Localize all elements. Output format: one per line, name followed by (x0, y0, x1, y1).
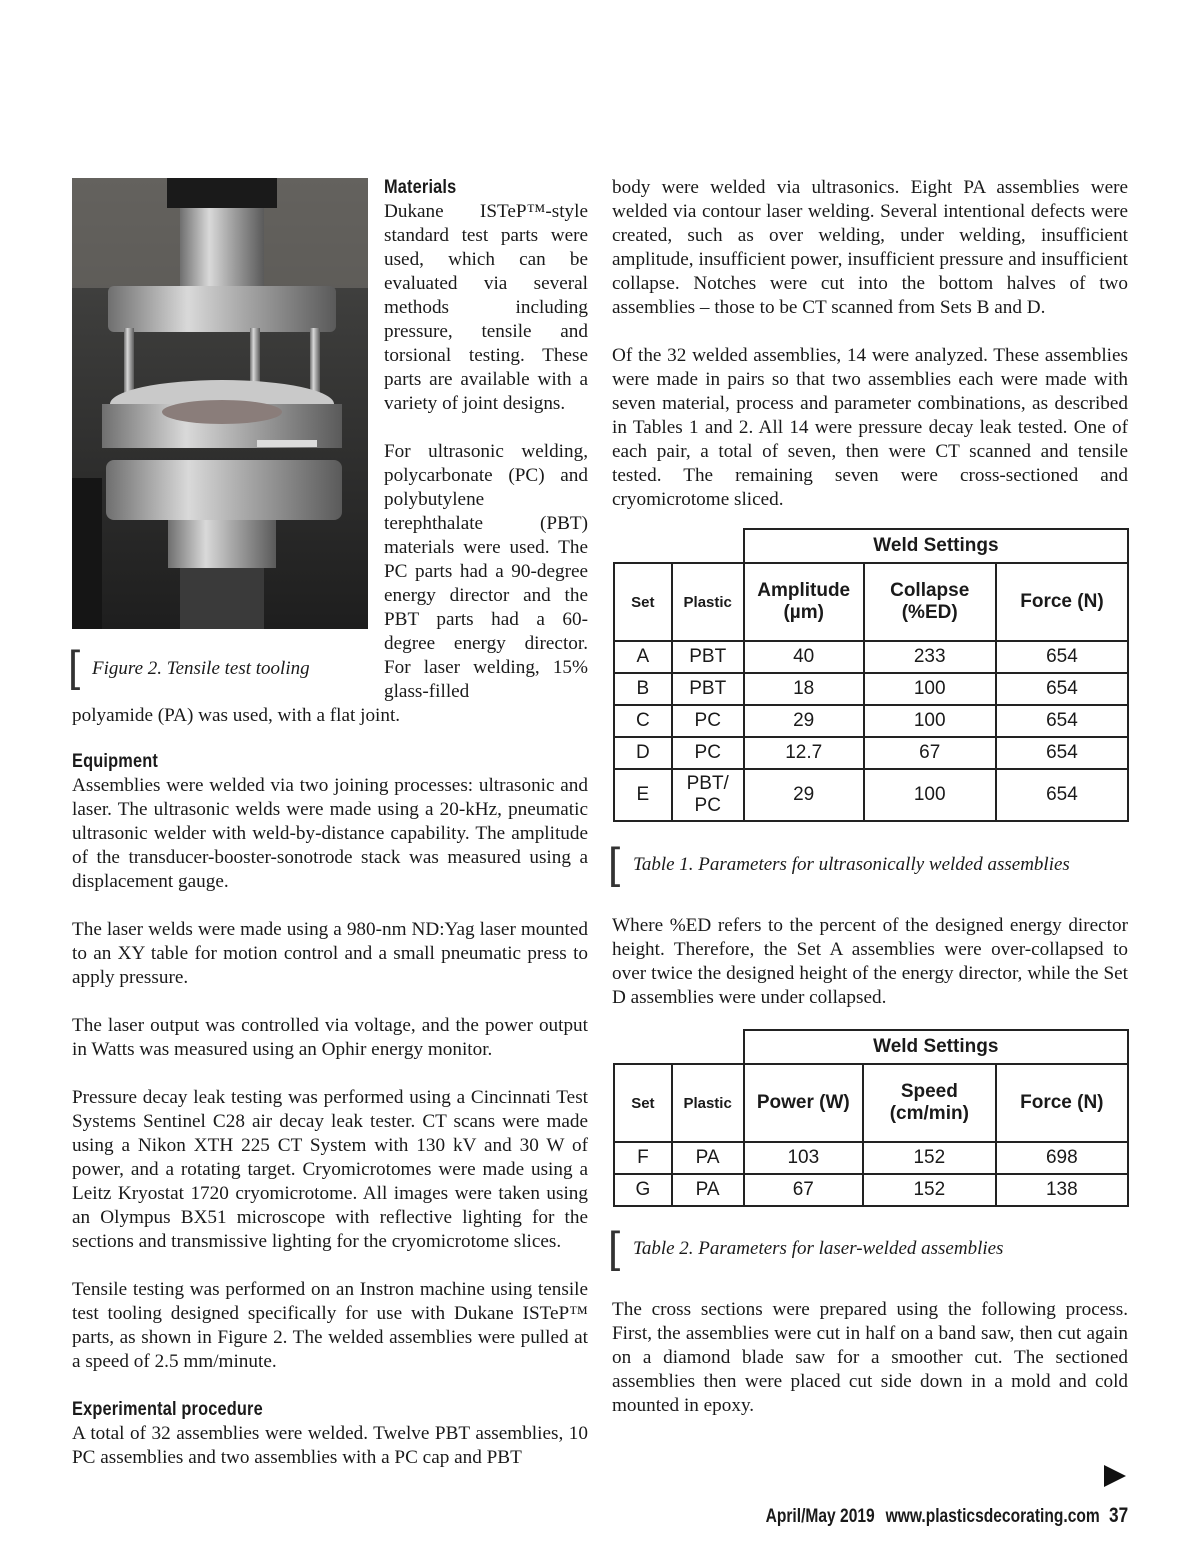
right-paragraph-4: The cross sections were prepared using the following process. First, the assemblies were cut in half on a band saw, then cut again on a diamond blade saw for a smoother cut. The sectioned assemblies then were placed cut side down in a mold and cold mounted in epoxy. (612, 1299, 1128, 1416)
table-row (614, 705, 1128, 737)
table-cell: G (614, 1174, 672, 1206)
equipment-paragraph-1: Assemblies were welded via two joining processes: ultrasonic and laser. The ultrasonic welds were made using a 20-kHz, pneumatic ultrasonic welder with weld-by-distance capability. The amplitude of the transducer-booster-sonotrode stack was measured using a displacement gauge. (72, 775, 588, 892)
table-cell: 100 (864, 705, 996, 737)
table-cell: 233 (864, 641, 996, 673)
table-cell: PBT (672, 641, 744, 673)
table-cell: A (614, 641, 672, 673)
page-footer (765, 1504, 1128, 1528)
procedure-paragraph-1: A total of 32 assemblies were welded. Twelve PBT assemblies, 10 PC assemblies and two assemblies with a PC cap and PBT (72, 1423, 588, 1468)
materials-paragraph: Dukane ISTeP™-style standard test parts were used, which can be evaluated via several methods including pressure, tensile and torsional testing. These parts are available with a variety of joint designs. (384, 201, 588, 414)
procedure-heading: Experimental procedure (72, 1399, 263, 1420)
continue-arrow-icon[interactable] (1104, 1465, 1126, 1487)
table-cell: 138 (996, 1174, 1128, 1206)
equipment-paragraph-4: Pressure decay leak testing was performed using a Cincinnati Test Systems Sentinel C28 air decay leak tester. CT scans were made using a Nikon XTH 225 CT System with 130 kV and 30 W of power, and a rotating target. Cryomicrotomes were made using a Leitz Kryostat 1720 cryomicrotome. All images were taken using an Olympus BX51 microscope with reflective lighting for the sections and transmissive lighting for the cryomicrotome slices. (72, 1087, 588, 1252)
table-2 (613, 1029, 1129, 1207)
table-cell: PC (672, 705, 744, 737)
table-1-header-amplitude: Amplitude (µm) (744, 563, 864, 641)
table-cell: 67 (864, 737, 996, 769)
caption-bracket-icon: [ (68, 642, 81, 691)
caption-bracket-icon: [ (608, 1223, 621, 1272)
table-cell: E (614, 769, 672, 821)
materials-continuation (72, 704, 592, 728)
table-cell: D (614, 737, 672, 769)
table-2-header-speed: Speed (cm/min) (863, 1064, 996, 1142)
table-cell: PA (672, 1142, 744, 1174)
table-1-header-plastic: Plastic (672, 563, 744, 641)
table-1-header-force: Force (N) (996, 563, 1128, 641)
table-cell: PBT/ PC (672, 769, 744, 821)
table-cell: B (614, 673, 672, 705)
right-paragraph-3: Where %ED refers to the percent of the designed energy director height. Therefore, the Set A assemblies were over-collapsed to over twice the designed height of the energy director, while the Set D assemblies were under collapsed. (612, 915, 1128, 1008)
right-column-top (612, 176, 1128, 512)
equipment-heading: Equipment (72, 751, 158, 772)
table-cell: 12.7 (744, 737, 864, 769)
tensile-tooling-illustration (72, 178, 368, 629)
right-paragraph-1: body were welded via ultrasonics. Eight PA assemblies were welded via contour laser welding. Several intentional defects were created, such as over welding, under welding, insufficient amplitude, insufficient power, insufficient pressure and insufficient collapse. Notches were cut into the bottom halves of two assemblies – those to be CT scanned from Sets B and D. (612, 177, 1128, 318)
table-cell: 29 (744, 769, 864, 821)
table-cell: C (614, 705, 672, 737)
table-row (614, 641, 1128, 673)
equipment-section (72, 750, 588, 1470)
figure-2-photo (72, 178, 368, 629)
table-1-header-set: Set (614, 563, 672, 641)
table-2-header-power: Power (W) (744, 1064, 864, 1142)
table-1-header-collapse: Collapse (%ED) (864, 563, 996, 641)
equipment-paragraph-5: Tensile testing was performed on an Instron machine using tensile test tooling designed specifically for use with Dukane ISTeP™ parts, as shown in Figure 2. The welded assemblies were pulled at a speed of 2.5 mm/minute. (72, 1279, 588, 1372)
caption-bracket-icon: [ (608, 839, 621, 888)
table-cell: 654 (996, 673, 1128, 705)
table-1 (613, 528, 1129, 822)
figure-2-caption: Figure 2. Tensile test tooling (92, 658, 310, 679)
table-cell: 654 (996, 705, 1128, 737)
table-cell: 103 (744, 1142, 864, 1174)
table-row (614, 673, 1128, 705)
table-cell: 654 (996, 769, 1128, 821)
table-cell: 67 (744, 1174, 864, 1206)
table-2-caption: Table 2. Parameters for laser-welded assemblies (633, 1238, 1004, 1259)
table-cell: 152 (863, 1142, 996, 1174)
table-cell: 29 (744, 705, 864, 737)
table-cell: 18 (744, 673, 864, 705)
table-row (614, 769, 1128, 821)
right-column-middle (612, 914, 1128, 1010)
footer-issue: April/May 2019 (765, 1506, 875, 1527)
table-1-corner (614, 529, 744, 563)
table-cell: PC (672, 737, 744, 769)
right-column-bottom (612, 1298, 1128, 1418)
page-number: 37 (1108, 1504, 1128, 1527)
table-row (614, 1174, 1128, 1206)
table-cell: PA (672, 1174, 744, 1206)
table-cell: 100 (864, 673, 996, 705)
footer-website-link[interactable]: www.plasticsdecorating.com (885, 1506, 1100, 1527)
equipment-paragraph-3: The laser output was controlled via voltage, and the power output in Watts was measured using an Ophir energy monitor. (72, 1015, 588, 1060)
table-1-group-header: Weld Settings (744, 529, 1128, 563)
table-cell: F (614, 1142, 672, 1174)
right-paragraph-2: Of the 32 welded assemblies, 14 were analyzed. These assemblies were made in pairs so that two assemblies each were made with seven material, process and parameter combinations, as described in Tables 1 and 2. All 14 were pressure decay leak tested. One of each pair, a total of seven, then were CT scanned and tensile tested. The remaining seven were cross-sectioned and cryomicrotome sliced. (612, 345, 1128, 510)
materials-continuation-text: polyamide (PA) was used, with a flat joint. (72, 705, 401, 726)
table-cell: 40 (744, 641, 864, 673)
materials-heading: Materials (384, 177, 457, 198)
table-cell: 152 (863, 1174, 996, 1206)
ultrasonic-materials-paragraph: For ultrasonic welding, polycarbonate (PC) and polybutylene terephthalate (PBT) materials were used. The PC parts had a 90-degree energy director and the PBT parts had a 60-degree energy director. For laser welding, 15% glass-filled (384, 441, 588, 702)
materials-section (384, 176, 588, 704)
table-cell: PBT (672, 673, 744, 705)
table-2-header-plastic: Plastic (672, 1064, 744, 1142)
table-2-corner (614, 1030, 744, 1064)
table-2-header-force: Force (N) (996, 1064, 1128, 1142)
table-2-header-set: Set (614, 1064, 672, 1142)
equipment-paragraph-2: The laser welds were made using a 980-nm ND:Yag laser mounted to an XY table for motion control and a small pneumatic press to apply pressure. (72, 919, 588, 988)
table-1-caption: Table 1. Parameters for ultrasonically welded assemblies (633, 854, 1070, 875)
table-cell: 654 (996, 737, 1128, 769)
table-row (614, 737, 1128, 769)
table-cell: 654 (996, 641, 1128, 673)
table-cell: 100 (864, 769, 996, 821)
table-2-group-header: Weld Settings (744, 1030, 1128, 1064)
table-row (614, 1142, 1128, 1174)
table-cell: 698 (996, 1142, 1128, 1174)
